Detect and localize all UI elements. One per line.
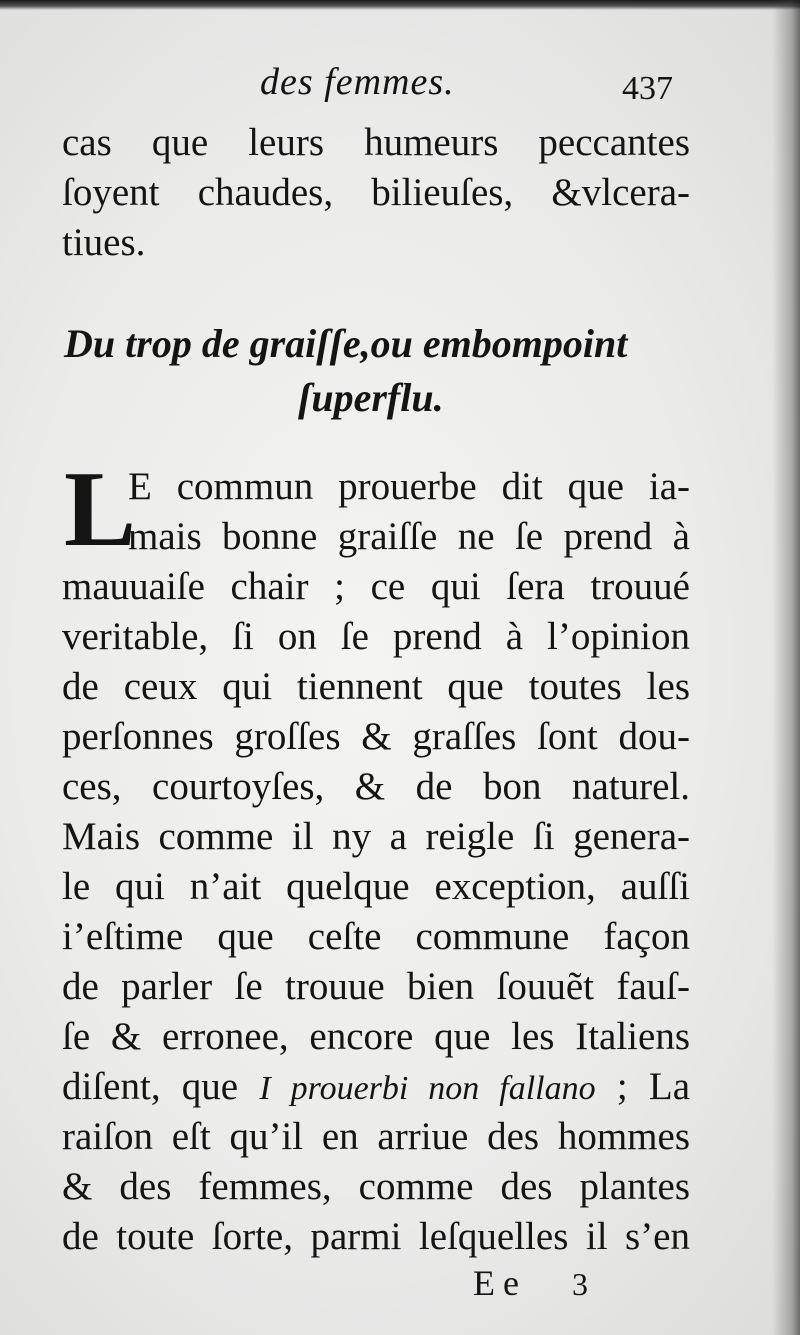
continuation-line: ſoyent chaudes, bilieuſes, &vlcera- bbox=[62, 171, 690, 214]
section-heading-line-2: ſuperflu. bbox=[298, 375, 444, 420]
body-line-with-italian-quote bbox=[62, 1062, 690, 1114]
italian-proverb: I prouerbi non fallano bbox=[259, 1070, 596, 1107]
body-line: i’eſtime que ceſte commune façon bbox=[62, 915, 690, 958]
body-line: ſe & erronee, encore que les Italiens bbox=[62, 1015, 690, 1058]
body-line: perſonnes groſſes & graſſes ſont dou- bbox=[62, 715, 690, 758]
page-top-edge-shadow bbox=[0, 0, 800, 10]
body-line: le qui n’ait quelque exception, auſſi bbox=[62, 865, 690, 908]
page-number: 437 bbox=[622, 70, 673, 107]
body-line: de ceux qui tiennent que toutes les bbox=[62, 665, 690, 708]
continuation-line: cas que leurs humeurs peccantes bbox=[62, 121, 690, 164]
body-line: de parler ſe trouue bien ſouuẽt fauſ- bbox=[62, 965, 690, 1008]
section-heading-line-1: Du trop de graiſſe,ou embompoint bbox=[64, 321, 628, 366]
body-line: mauuaiſe chair ; ce qui ſera trouué bbox=[62, 565, 690, 608]
quote-line-after: ; La bbox=[595, 1065, 691, 1108]
page-right-edge-shadow bbox=[772, 0, 800, 1335]
body-line: de toute ſorte, parmi leſquelles il s’en bbox=[62, 1215, 690, 1258]
body-line: raiſon eſt qu’il en arriue des hommes bbox=[62, 1115, 690, 1158]
quote-line-before: diſent, que bbox=[62, 1065, 260, 1108]
body-line: E commun prouerbe dit que ia- bbox=[128, 465, 690, 508]
gathering-number: 3 bbox=[572, 1266, 588, 1302]
signature-mark: Ee bbox=[473, 1263, 527, 1303]
body-line: ces, courtoyſes, & de bon naturel. bbox=[62, 765, 690, 808]
continuation-line: tiues. bbox=[62, 221, 146, 264]
drop-cap-initial: L bbox=[64, 450, 137, 569]
body-line: & des femmes, comme des plantes bbox=[62, 1165, 690, 1208]
running-head: des femmes. bbox=[260, 61, 455, 103]
body-line: mais bonne graiſſe ne ſe prend à bbox=[128, 515, 690, 558]
body-line: veritable, ſi on ſe prend à l’opinion bbox=[62, 615, 690, 658]
body-line: Mais comme il ny a reigle ſi genera- bbox=[62, 815, 690, 858]
